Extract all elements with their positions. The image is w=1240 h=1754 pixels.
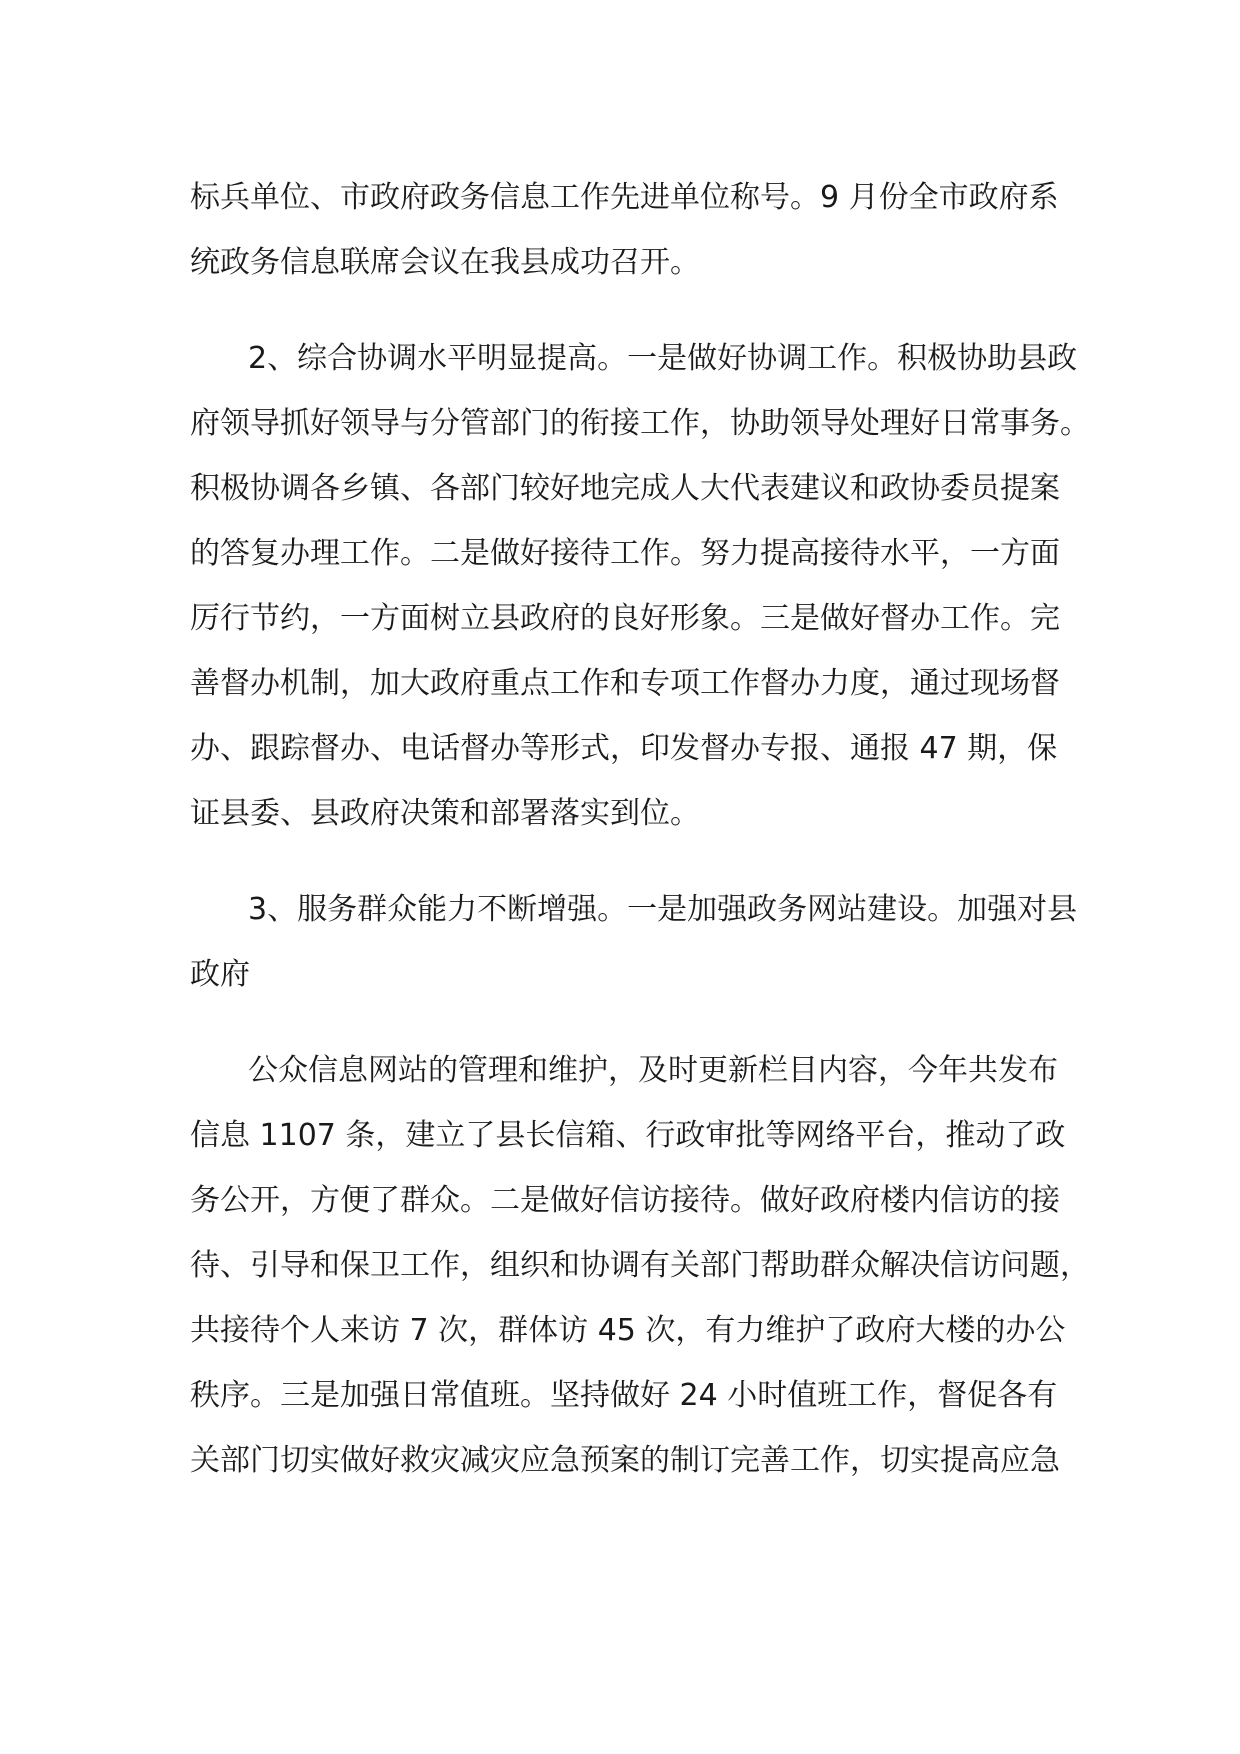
text-line: 证县委、县政府决策和部署落实到位。 [190, 796, 700, 831]
text-line: 信息 1107 条，建立了县长信箱、行政审批等网络平台，推动了政 [190, 1118, 1066, 1153]
text-line: 关部门切实做好救灾减灾应急预案的制订完善工作，切实提高应急 [190, 1443, 1060, 1478]
text-line: 善督办机制，加大政府重点工作和专项工作督办力度，通过现场督 [190, 666, 1060, 701]
document-body [190, 165, 1090, 1493]
text-line: 府领导抓好领导与分管部门的衔接工作，协助领导处理好日常事务。 [190, 406, 1090, 441]
paragraph-spacer [190, 846, 1080, 877]
text-line: 务公开，方便了群众。二是做好信访接待。做好政府楼内信访的接 [190, 1183, 1060, 1218]
text-line: 共接待个人来访 7 次，群体访 45 次，有力维护了政府大楼的办公 [190, 1313, 1066, 1348]
text-line: 秩序。三是加强日常值班。坚持做好 24 小时值班工作，督促各有 [190, 1378, 1058, 1413]
text-line: 办、跟踪督办、电话督办等形式，印发督办专报、通报 47 期，保 [190, 731, 1058, 766]
text-line: 标兵单位、市政府政务信息工作先进单位称号。9 月份全市政府系 [190, 180, 1059, 215]
paragraph-spacer [190, 1007, 1080, 1038]
text-line: 待、引导和保卫工作，组织和协调有关部门帮助群众解决信访问题， [190, 1248, 1090, 1283]
text-line: 2、综合协调水平明显提高。一是做好协调工作。积极协助县政 [248, 341, 1078, 376]
text-line: 公众信息网站的管理和维护，及时更新栏目内容，今年共发布 [248, 1053, 1058, 1088]
paragraph-1 [190, 165, 1080, 295]
text-line: 的答复办理工作。二是做好接待工作。努力提高接待水平，一方面 [190, 536, 1060, 571]
paragraph-3 [190, 877, 1080, 1007]
text-line: 政府 [190, 957, 250, 992]
paragraph-4 [190, 1038, 1090, 1493]
paragraph-spacer [190, 295, 1080, 326]
paragraph-2 [190, 326, 1090, 846]
text-line: 3、服务群众能力不断增强。一是加强政务网站建设。加强对县 [248, 892, 1078, 927]
text-line: 积极协调各乡镇、各部门较好地完成人大代表建议和政协委员提案 [190, 471, 1060, 506]
text-line: 统政务信息联席会议在我县成功召开。 [190, 245, 700, 280]
text-line: 厉行节约，一方面树立县政府的良好形象。三是做好督办工作。完 [190, 601, 1060, 636]
